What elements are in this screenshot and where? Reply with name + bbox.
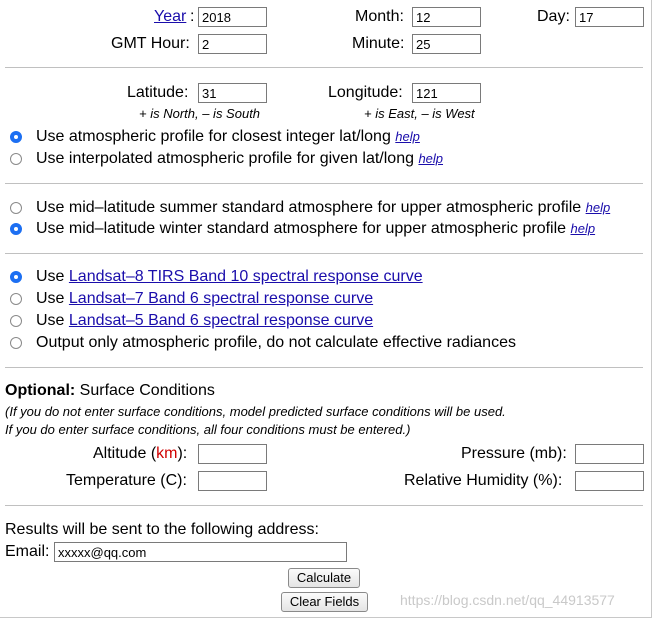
year-colon: : <box>190 8 195 25</box>
year-input[interactable] <box>198 7 267 27</box>
help-link[interactable]: help <box>585 200 611 215</box>
gmt-hour-label: GMT Hour: <box>111 35 190 52</box>
year-link[interactable]: Year <box>154 8 187 25</box>
results-intro: Results will be sent to the following address: <box>5 521 319 538</box>
help-link[interactable]: help <box>395 129 420 144</box>
month-label: Month: <box>355 8 404 25</box>
email-input[interactable] <box>54 542 347 562</box>
temperature-label: Temperature (C): <box>66 472 187 489</box>
month-input[interactable] <box>412 7 481 27</box>
landsat8-radio[interactable] <box>10 271 22 283</box>
profile-closest-radio[interactable] <box>10 131 22 143</box>
divider <box>5 253 643 254</box>
watermark: https://blog.csdn.net/qq_44913577 <box>400 592 615 608</box>
divider <box>5 505 643 506</box>
altitude-label: Altitude (km): <box>93 445 188 462</box>
minute-label: Minute: <box>352 35 405 52</box>
email-label: Email: <box>5 543 50 560</box>
longitude-input[interactable] <box>412 83 481 103</box>
altitude-input[interactable] <box>198 444 267 464</box>
help-link[interactable]: help <box>418 151 444 166</box>
landsat5-link[interactable]: Landsat–5 Band 6 spectral response curve <box>68 312 374 329</box>
divider <box>5 183 643 184</box>
landsat7-link[interactable]: Landsat–7 Band 6 spectral response curve <box>68 290 374 307</box>
landsat5-radio[interactable] <box>10 315 22 327</box>
winter-atmosphere-radio[interactable] <box>10 223 22 235</box>
profile-only-radio[interactable] <box>10 337 22 349</box>
day-label: Day: <box>537 8 570 25</box>
landsat8-option: Use Landsat–8 TIRS Band 10 spectral response curve <box>36 268 423 285</box>
temperature-input[interactable] <box>198 471 267 491</box>
gmt-hour-input[interactable] <box>198 34 267 54</box>
landsat7-option: Use Landsat–7 Band 6 spectral response curve <box>36 290 374 307</box>
landsat7-radio[interactable] <box>10 293 22 305</box>
profile-closest-label: Use atmospheric profile for closest integer lat/long help <box>36 128 420 145</box>
minute-input[interactable] <box>412 34 481 54</box>
pressure-label: Pressure (mb): <box>461 445 567 462</box>
pressure-input[interactable] <box>575 444 644 464</box>
surface-note-2: If you do enter surface conditions, all four conditions must be entered.) <box>5 422 411 437</box>
longitude-label: Longitude: <box>328 84 403 101</box>
winter-atmosphere-label: Use mid–latitude winter standard atmosphere for upper atmospheric profile help <box>36 220 596 237</box>
calculate-button[interactable]: Calculate <box>288 568 360 588</box>
surface-note-1: (If you do not enter surface conditions, model predicted surface conditions will be used. <box>5 404 506 419</box>
day-input[interactable] <box>575 7 644 27</box>
landsat8-link[interactable]: Landsat–8 TIRS Band 10 spectral response curve <box>68 268 423 285</box>
longitude-hint: + is East, – is West <box>364 106 475 121</box>
divider <box>5 367 643 368</box>
profile-only-label: Output only atmospheric profile, do not calculate effective radiances <box>36 334 516 351</box>
summer-atmosphere-label: Use mid–latitude summer standard atmosphere for upper atmospheric profile help <box>36 199 611 216</box>
profile-interpolated-label: Use interpolated atmospheric profile for given lat/long help <box>36 150 444 167</box>
help-link[interactable]: help <box>570 221 596 236</box>
summer-atmosphere-radio[interactable] <box>10 202 22 214</box>
latitude-hint: + is North, – is South <box>139 106 261 121</box>
latitude-input[interactable] <box>198 83 267 103</box>
latitude-label: Latitude: <box>127 84 189 101</box>
humidity-input[interactable] <box>575 471 644 491</box>
landsat5-option: Use Landsat–5 Band 6 spectral response curve <box>36 312 374 329</box>
profile-interpolated-radio[interactable] <box>10 153 22 165</box>
divider <box>5 67 643 68</box>
surface-title: Optional: Surface Conditions <box>5 382 215 399</box>
humidity-label: Relative Humidity (%): <box>404 472 563 489</box>
clear-fields-button[interactable]: Clear Fields <box>281 592 368 612</box>
